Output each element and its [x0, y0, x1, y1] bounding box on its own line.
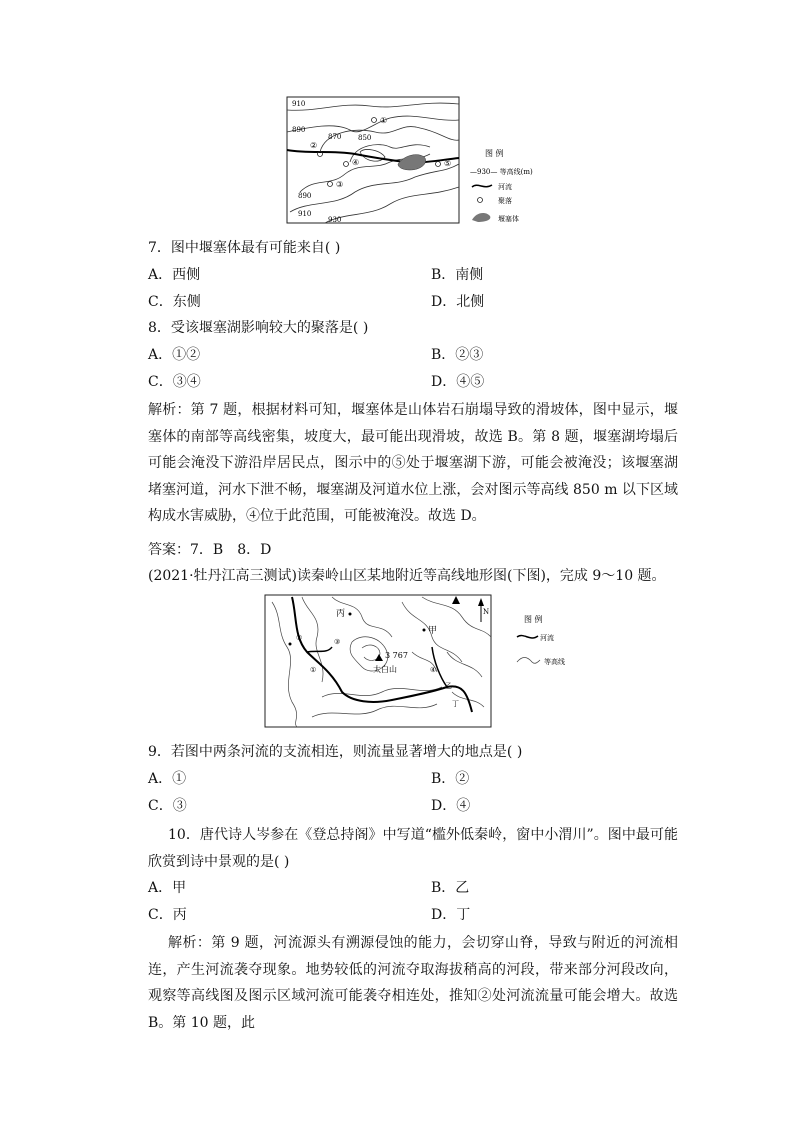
- q7-option-c: C．东侧: [148, 294, 201, 310]
- legend-item-dam: 堰塞体: [498, 215, 519, 223]
- place-label: 丙: [336, 609, 346, 619]
- analysis-9-10: 解析：第 9 题，河流源头有溯源侵蚀的能力，会切穿山脊，导致与附近的河流相连，产生河流袭夺现象。地势较低的河流夺取海拔稍高的河段，带来部分河段改向，观察等高线图及图示区域河流可能袭夺相连处，推知②处河流流量可能会增大。故选 B。第 10 题，此: [148, 935, 678, 1031]
- answer-7-8: 答案：7．B 8．D: [148, 542, 272, 558]
- question-10: 10．唐代诗人岑参在《登总持阁》中写道“槛外低秦岭，窗中小渭川”。图中最可能欣赏到诗中景观的是( ): [148, 827, 678, 870]
- contour-label: 870: [328, 133, 342, 141]
- q10-option-c: C．丙: [148, 907, 187, 923]
- contour-map-1: [280, 92, 550, 232]
- place-label: 甲: [428, 626, 438, 636]
- contour-label: 890: [298, 192, 312, 200]
- contour-map-2: [262, 592, 607, 732]
- analysis-7-8: 解析：第 7 题，根据材料可知，堰塞体是山体岩石崩塌导致的滑坡体，图中显示，堰塞体的南部等高线密集，坡度大，最可能出现滑坡，故选 B。第 8 题，堰塞湖垮塌后可能会淹没下游沿岸居民点，图示中的⑤处于堰塞湖下游，可能会被淹没；该堰塞湖堵塞河道，河水下泄不畅，堰塞湖及河道水位上涨，会对图示等高线 850 m 以下区域构成水害威胁，④位于此范围，可能被淹没。故选 D。: [148, 402, 678, 524]
- q9-option-c: C．③: [148, 798, 187, 814]
- intro-9-10: (2021·牡丹江高三测试)读秦岭山区某地附近等高线地形图(下图)，完成 9～10 题。: [148, 568, 666, 584]
- legend-item-river: 河流: [498, 183, 512, 191]
- legend-item-settlement: 聚落: [498, 197, 512, 205]
- settlement-label: ⑤: [444, 159, 452, 168]
- settlement-label: ①: [380, 116, 388, 125]
- q8-option-a: A．①②: [148, 347, 201, 363]
- settlement-label: ③: [336, 180, 344, 189]
- contour-label: 850: [358, 134, 372, 142]
- peak-elevation: 3 767: [385, 651, 408, 660]
- q8-option-d: D．④⑤: [431, 374, 485, 390]
- q7-option-b: B．南侧: [431, 267, 484, 283]
- q10-option-a: A．甲: [148, 880, 187, 896]
- legend-item-contour: —930— 等高线(m): [470, 168, 533, 176]
- contour-label: 910: [292, 100, 306, 108]
- question-8: 8．受该堰塞湖影响较大的聚落是( ): [148, 320, 369, 336]
- legend-title: 图 例: [524, 615, 543, 624]
- question-7: 7．图中堰塞体最有可能来自( ): [148, 240, 341, 256]
- q7-option-a: A．西侧: [148, 267, 201, 283]
- place-label: 乙: [445, 682, 452, 690]
- q10-option-d: D．丁: [431, 907, 471, 923]
- contour-label: 930: [328, 216, 342, 224]
- q9-option-b: B．②: [431, 771, 470, 787]
- settlement-label: ②: [310, 141, 318, 150]
- contour-label: 890: [292, 126, 306, 134]
- point-label: ①: [310, 666, 317, 674]
- point-label: ④: [430, 666, 437, 674]
- legend-title: 图 例: [485, 149, 504, 158]
- q9-option-d: D．④: [431, 798, 471, 814]
- q8-option-c: C．③④: [148, 374, 201, 390]
- q10-option-b: B．乙: [431, 880, 470, 896]
- place-label: 丁: [452, 700, 459, 708]
- question-9: 9．若图中两条河流的支流相连，则流量显著增大的地点是( ): [148, 744, 523, 760]
- point-label: ③: [334, 638, 341, 646]
- q8-option-b: B．②③: [431, 347, 484, 363]
- contour-label: 910: [298, 210, 312, 218]
- dam-body-shape: [398, 155, 426, 170]
- legend-item-contour: 等高线: [544, 658, 565, 666]
- point-label: ②: [296, 634, 303, 642]
- q7-option-d: D．北侧: [431, 294, 485, 310]
- peak-name: 太白山: [373, 665, 397, 674]
- settlement-label: ④: [352, 158, 360, 167]
- q9-option-a: A．①: [148, 771, 187, 787]
- north-label: N: [483, 608, 490, 616]
- legend-item-river: 河流: [540, 634, 554, 642]
